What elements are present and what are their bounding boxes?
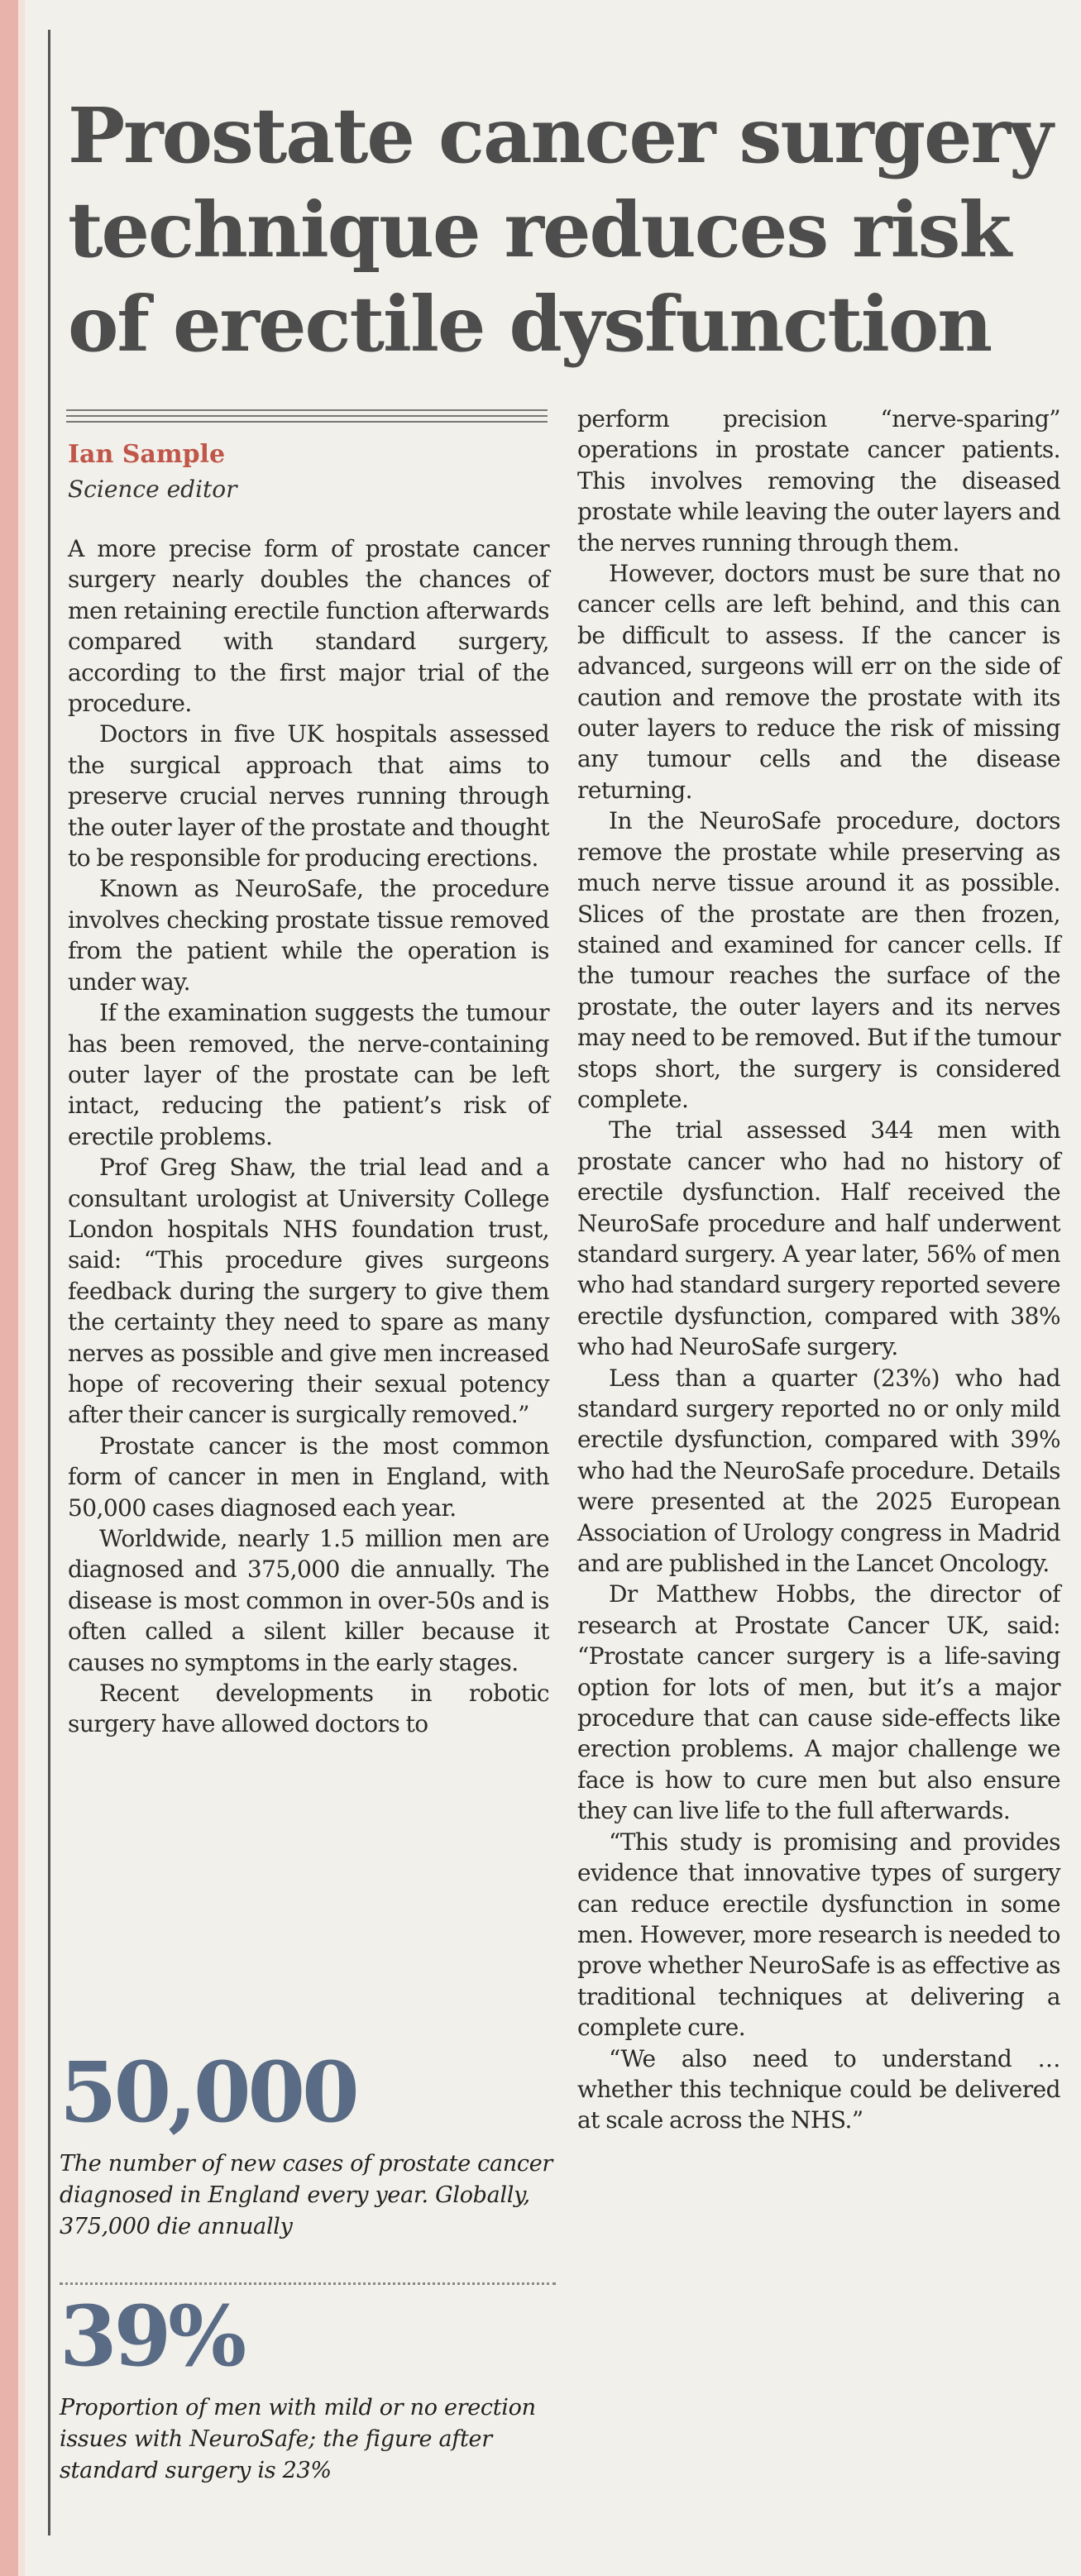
stat-caption: The number of new cases of prostate cancer diagnosed in England every year. Globally, 375,000 die annually [60, 2151, 552, 2239]
byline-name: Ian Sample [68, 440, 226, 469]
paragraph: Prostate cancer is the most common form of cancer in men in England, with 50,000 cases diagnosed each year. [68, 1431, 549, 1522]
byline-rules [66, 409, 548, 427]
paragraph: “We also need to understand … whether this technique could be delivered at scale across the NHS.” [577, 2044, 1060, 2134]
stat-caption: Proportion of men with mild or no erection issues with NeuroSafe; the figure after standard surgery is 23% [60, 2395, 536, 2483]
paragraph: A more precise form of prostate cancer surgery nearly doubles the chances of men retaining erectile function afterwards compared with standard surgery, according to the first major trial of the procedure. [68, 535, 549, 718]
page-edge-stripe [0, 0, 18, 2576]
stat-number: 39% [60, 2287, 244, 2385]
page-edge-shade [18, 0, 25, 2576]
byline-title: Science editor [68, 476, 237, 503]
article-column-2 [577, 404, 1060, 2136]
article-column-1 [68, 533, 549, 1740]
paragraph: In the NeuroSafe procedure, doctors remove the prostate while preserving as much nerve tissue around it as possible. Slices of the prostate are then frozen, stained and examined for cancer cells. If the tumour reaches the surface of the prostate, the outer layers and its nerves may need to be removed. But if the tumour stops short, the surgery is considered complete. [577, 807, 1060, 1113]
headline: Prostate cancer surgery technique reduces risk of erectile dysfunction [68, 90, 1052, 369]
paragraph: Prof Greg Shaw, the trial lead and a consultant urologist at University College London hospitals NHS foundation trust, said: “This procedure gives surgeons feedback during the surgery to give them the certainty they need to spare as many nerves as possible and give men increased hope of recovering their sexual potency after their cancer is surgically removed.” [68, 1154, 549, 1429]
stat-box-cases [60, 2043, 556, 2243]
paragraph: Recent developments in robotic surgery have allowed doctors to [68, 1680, 549, 1738]
stat-number: 50,000 [60, 2043, 356, 2141]
paragraph: Less than a quarter (23%) who had standard surgery reported no or only mild erectile dysfunction, compared with 39% who had the NeuroSafe procedure. Details were presented at the 2025 European Association of Urology congress in Madrid and are published in the Lancet Oncology. [577, 1364, 1060, 1578]
paragraph: The trial assessed 344 men with prostate cancer who had no history of erectile dysfunction. Half received the NeuroSafe procedure and half underwent standard surgery. A year later, 56% of men who had standard surgery reported severe erectile dysfunction, compared with 38% who had NeuroSafe surgery. [577, 1116, 1060, 1361]
paragraph: However, doctors must be sure that no cancer cells are left behind, and this can be difficult to assess. If the cancer is advanced, surgeons will err on the side of caution and remove the prostate with its outer layers to reduce the risk of missing any tumour cells and the disease returning. [577, 560, 1060, 804]
paragraph: Worldwide, nearly 1.5 million men are diagnosed and 375,000 die annually. The disease is most common in over-50s and is often called a silent killer because it causes no symptoms in the early stages. [68, 1525, 549, 1676]
paragraph: If the examination suggests the tumour has been removed, the nerve-containing outer layer of the prostate can be left intact, reducing the patient’s risk of erectile problems. [68, 999, 549, 1150]
paragraph: perform precision “nerve-sparing” operations in prostate cancer patients. This involves removing the diseased prostate while leaving the outer layers and the nerves running through them. [577, 405, 1060, 557]
column-rule [48, 30, 50, 2535]
paragraph: “This study is promising and provides evidence that innovative types of surgery can reduce erectile dysfunction in some men. However, more research is needed to prove whether NeuroSafe is as effective as traditional techniques at delivering a complete cure. [577, 1828, 1060, 2042]
paragraph: Known as NeuroSafe, the procedure involves checking prostate tissue removed from the patient while the operation is under way. [68, 875, 549, 996]
paragraph: Dr Matthew Hobbs, the director of research at Prostate Cancer UK, said: “Prostate cancer surgery is a life-saving option for lots of men, but it’s a major procedure that can cause side-effects like erection problems. A major challenge we face is how to cure men but also ensure they can live life to the full afterwards. [577, 1580, 1060, 1825]
stat-box-percentage [60, 2287, 556, 2487]
paragraph: Doctors in five UK hospitals assessed the surgical approach that aims to preserve crucial nerves running through the outer layer of the prostate and thought to be responsible for producing erections. [68, 720, 549, 872]
dotted-divider [60, 2282, 556, 2285]
